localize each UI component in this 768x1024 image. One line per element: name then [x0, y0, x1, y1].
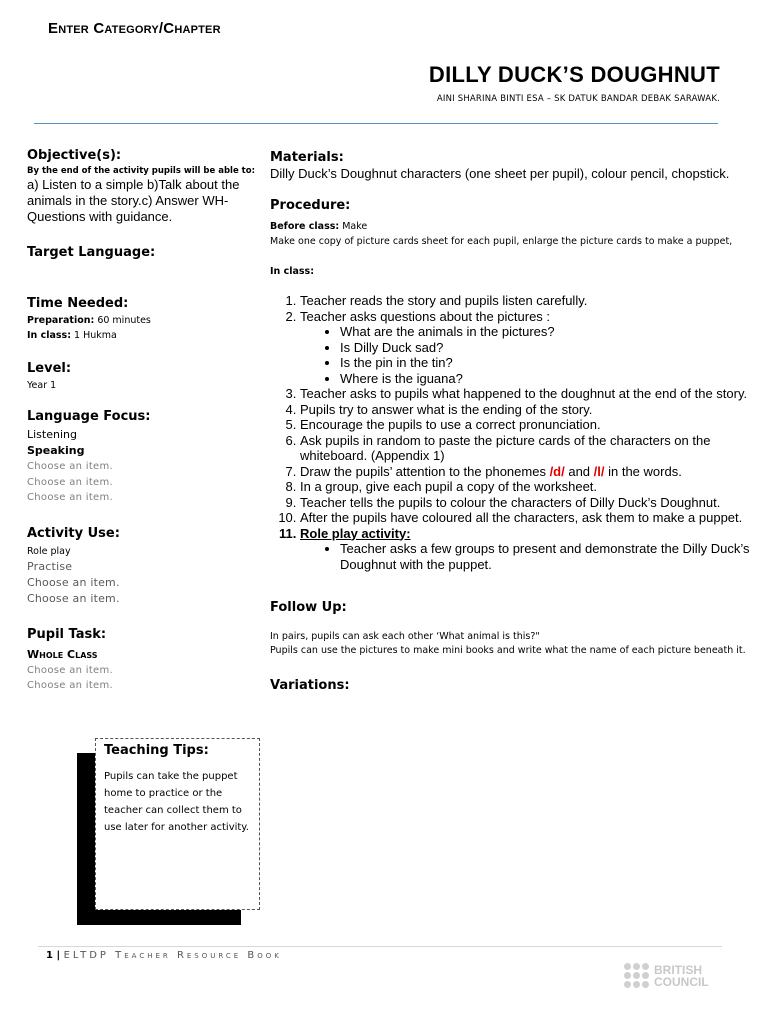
role-play-item: • Teacher asks a few groups to present and demonstrate the Dilly Duck’s Doughnut with the puppet. — [340, 541, 758, 572]
follow-up-line: In pairs, pupils can ask each other ‘What animal is this?" — [270, 631, 540, 642]
header-divider — [34, 123, 718, 124]
prep-label: Preparation: — [27, 315, 95, 326]
question-item: • Where is the iguana? — [340, 371, 758, 387]
language-focus-dropdown[interactable]: Choose an item. — [27, 476, 114, 488]
pupil-task-section — [27, 627, 255, 694]
logo-dots-icon — [624, 963, 649, 988]
prep-time — [27, 313, 255, 328]
level-section — [27, 361, 255, 393]
pupil-task-dropdown[interactable]: Choose an item. — [27, 664, 114, 676]
procedure-step: 4. Pupils try to answer what is the ending of the story. — [300, 402, 758, 418]
question-item: • What are the animals in the pictures? — [340, 324, 758, 340]
pupil-task-heading: Pupil Task: — [27, 626, 107, 642]
class-value: 1 Hukma — [71, 330, 117, 341]
language-focus-item[interactable]: Listening — [27, 428, 77, 441]
target-language-section — [27, 245, 255, 260]
activity-use-item[interactable]: Role play — [27, 545, 71, 557]
logo-line-1: BRITISH — [654, 962, 702, 977]
footer-separator: | — [52, 950, 64, 961]
in-class-label: In class: — [270, 266, 315, 277]
right-column — [270, 150, 758, 693]
language-focus-dropdown[interactable]: Choose an item. — [27, 492, 114, 503]
before-class-value: Make — [339, 221, 368, 232]
target-language-heading: Target Language: — [27, 245, 156, 260]
class-time — [27, 328, 255, 343]
activity-use-dropdown[interactable]: Choose an item. — [27, 591, 120, 605]
british-council-logo — [624, 963, 709, 988]
activity-use-heading: Activity Use: — [27, 525, 120, 541]
materials-section — [270, 150, 758, 182]
teaching-tips-heading: Teaching Tips: — [104, 743, 209, 758]
pupil-task-value[interactable]: Whole Class — [27, 647, 98, 661]
teaching-tips-box — [95, 738, 260, 910]
objectives-text: a) Listen to a simple b)Talk about the animals in the story.c) Answer WH-Questions with guidance. — [27, 177, 240, 224]
phoneme-end: in the words. — [604, 463, 682, 479]
level-value: Year 1 — [27, 380, 57, 391]
before-class — [270, 219, 758, 234]
page-number: 1 — [46, 950, 53, 961]
phoneme-d: /d/ — [549, 463, 565, 479]
phoneme-and: and — [564, 463, 594, 479]
procedure-step: 5. Encourage the pupils to use a correct pronunciation. — [300, 417, 758, 433]
left-column — [27, 148, 255, 694]
class-label: In class: — [27, 330, 72, 341]
logo-text — [654, 964, 709, 988]
teaching-tips-text: Pupils can take the puppet home to practice or the teacher can collect them to use later for another activity. — [104, 771, 249, 833]
language-focus-heading: Language Focus: — [27, 409, 151, 424]
materials-text: Dilly Duck’s Doughnut characters (one sheet per pupil), colour pencil, chopstick. — [270, 166, 730, 181]
variations-section — [270, 678, 758, 693]
pupil-task-dropdown[interactable]: Choose an item. — [27, 680, 114, 691]
procedure-heading: Procedure: — [270, 198, 351, 213]
activity-use-dropdown[interactable]: Choose an item. — [27, 575, 120, 589]
book-title: ELTDP Teacher Resource Book — [63, 950, 282, 961]
procedure-step: 10. After the pupils have coloured all the characters, ask them to make a puppet. — [300, 510, 758, 526]
procedure-step: 9. Teacher tells the pupils to colour the characters of Dilly Duck’s Doughnut. — [300, 495, 758, 511]
objectives-intro: By the end of the activity pupils will be able to: — [27, 166, 255, 176]
activity-use-item[interactable]: Practise — [27, 559, 73, 573]
question-item: • Is Dilly Duck sad? — [340, 340, 758, 356]
logo-line-2: COUNCIL — [654, 974, 709, 989]
question-item: • Is the pin in the tin? — [340, 355, 758, 371]
level-heading: Level: — [27, 361, 72, 376]
procedure-step: 3. Teacher asks to pupils what happened to the doughnut at the end of the story. — [300, 386, 758, 402]
time-needed-section — [27, 296, 255, 343]
follow-up-section — [270, 600, 758, 658]
follow-up-heading: Follow Up: — [270, 600, 347, 615]
category-header: Enter Category/Chapter — [48, 20, 221, 37]
objectives-heading: Objective(s): — [27, 148, 122, 163]
procedure-step: 6. Ask pupils in random to paste the picture cards of the characters on the whiteboard. (Appendix 1) — [300, 433, 758, 464]
phoneme-l: /l/ — [593, 463, 605, 479]
procedure-step — [300, 464, 758, 480]
footer-divider — [38, 946, 722, 947]
variations-heading: Variations: — [270, 678, 350, 693]
language-focus-item[interactable]: Speaking — [27, 444, 85, 457]
procedure-step: 8. In a group, give each pupil a copy of the worksheet. — [300, 479, 758, 495]
procedure-step-text: Draw the pupils’ attention to the phonemes — [300, 463, 550, 479]
procedure-step: 1. Teacher reads the story and pupils listen carefully. — [300, 293, 758, 309]
procedure-section — [270, 198, 758, 572]
before-class-text: Make one copy of picture cards sheet for each pupil, enlarge the picture cards to make a puppet, — [270, 236, 733, 247]
objectives-section — [27, 148, 255, 225]
language-focus-dropdown[interactable]: Choose an item. — [27, 461, 114, 472]
before-class-label: Before class: — [270, 221, 340, 232]
follow-up-line: Pupils can use the pictures to make mini books and write what the name of each picture beneath it. — [270, 645, 746, 656]
page-footer — [46, 950, 282, 961]
procedure-steps — [270, 293, 758, 572]
procedure-step — [300, 309, 758, 387]
procedure-step-text: Teacher asks questions about the pictures : — [300, 308, 551, 324]
document-title: DILLY DUCK’S DOUGHNUT — [428, 62, 720, 87]
activity-use-section — [27, 526, 255, 607]
role-play-label: Role play activity: — [300, 525, 411, 541]
question-list — [300, 324, 758, 386]
role-play-list — [300, 541, 758, 572]
materials-heading: Materials: — [270, 150, 344, 165]
prep-value: 60 minutes — [94, 315, 151, 326]
procedure-step — [300, 526, 758, 573]
document-author: AINI SHARINA BINTI ESA – SK DATUK BANDAR DEBAK SARAWAK. — [436, 94, 720, 104]
time-needed-heading: Time Needed: — [27, 296, 129, 311]
language-focus-section — [27, 409, 255, 506]
